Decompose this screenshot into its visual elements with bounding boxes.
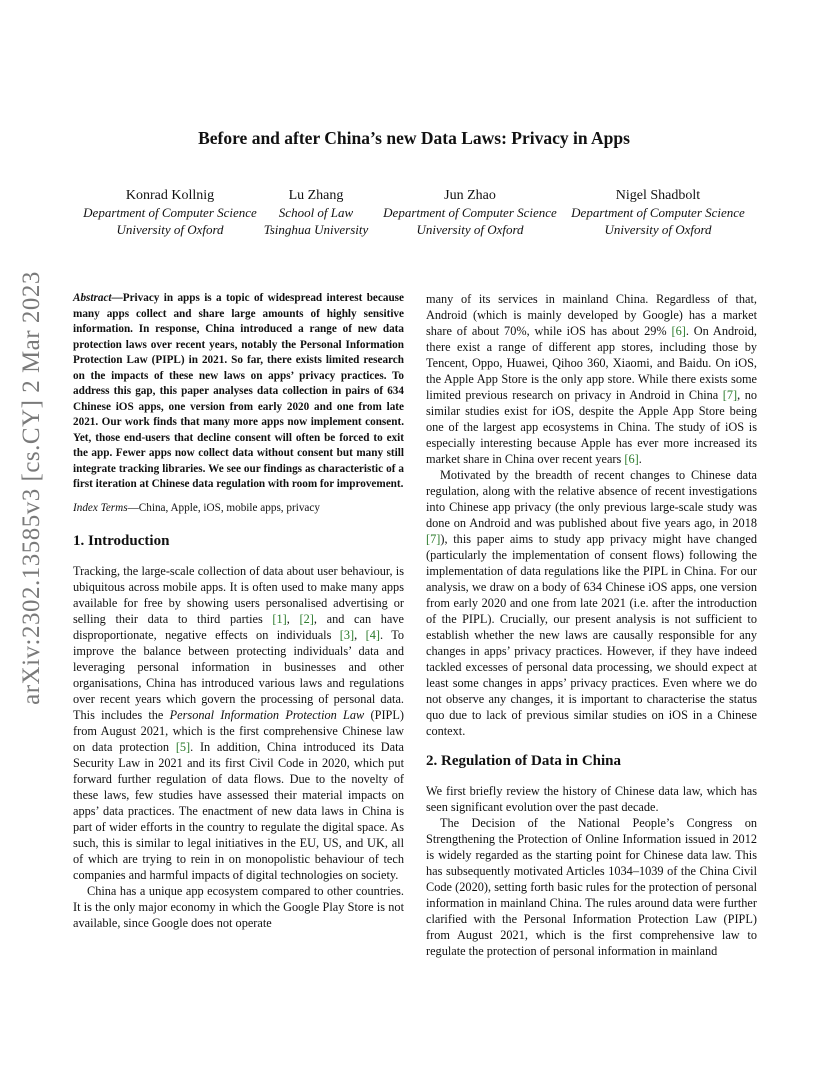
text-run: many of its services in mainland China. Regardless of that, Android (which is mainly developed by Google) has a market share of about 70%, while iOS has about 29% <box>426 292 757 338</box>
regulation-paragraph-2: The Decision of the National People’s Congress on Strengthening the Protection of Online Information issued in 2012 is widely regarded as the starting point for Chinese data law. This has subsequently motivated Articles 1034–1039 of the China Civil Code (2020), setting forth basic rules for the protection of personal information in mainland China. The rules around data were further clarified with the Personal Information Protection Law (PIPL) from August 2021, which is the first comprehensive law to regulate the protection of personal information in mainland <box>426 816 757 958</box>
text-run: Motivated by the breadth of recent changes to Chinese data regulation, along with the relative absence of recent investigations into Chinese app privacy (the only previous large-scale study was done on Android and was published about five years ago, in 2018 <box>426 468 757 530</box>
citation-link[interactable]: [6] <box>624 452 639 466</box>
text-run: , no similar studies exist for iOS, despite the Apple App Store being one of the largest app ecosystems in China. The study of iOS is especially interesting because Apple has ever more increased its market share in China over recent years <box>426 388 757 466</box>
text-run: . In addition, China introduced its Data Security Law in 2021 and its first Civil Code in 2020, which put forward further regulation of data flows. Due to the novelty of these laws, few studies have assessed their material impacts on apps’ data practices. The enactment of new data laws in China is part of wider efforts in the country to regulate the digital space. As such, this is similar to legal initiatives in the EU, US, and UK, all of which are trying to rein in on monopolistic behaviour of tech companies and harmful impacts of digital technologies on society. <box>73 739 404 882</box>
right-column <box>426 291 757 959</box>
author-department: Department of Computer Science <box>383 205 557 220</box>
text-run: . On Android, there exist a range of different app stores, including those by Tencent, Oppo, Huawei, Qihoo 360, Xiaomi, and Baidu. On iOS, the Apple App Store is the only app store. While there exists some limited previous research on privacy in Android in China <box>426 324 757 402</box>
author-name: Nigel Shadbolt <box>615 188 701 203</box>
abstract <box>73 291 404 493</box>
text-run: ), this paper aims to study app privacy might have changed (particularly the implementation of consent flows) following the implementation of data regulations like the PIPL in China. For our analysis, we draw on a body of 634 Chinese iOS apps, one version from early 2020 and one from late 2021 (i.e. after the introduction of the PIPL). Crucially, our present analysis is not sufficient to establish whether the new laws are causally responsible for any changes in apps’ privacy practices. However, if they have indeed tackled excesses of personal data processing, we should expect at least some changes in apps’ privacy practices. Even where we do not observe any changes, it is important to characterise the status quo due to lack of previous similar studies on iOS in a Chinese context. <box>426 532 757 738</box>
author-3 <box>370 187 570 238</box>
citation-link[interactable]: [7] <box>426 532 441 546</box>
text-run: . To improve the balance between protecting individuals’ data and leveraging personal information in businesses and other organisations, China has introduced various laws and regulations over recent years which govern the processing of personal data. This includes the <box>73 627 404 722</box>
index-terms-text: —China, Apple, iOS, mobile apps, privacy <box>127 501 320 514</box>
author-department: Department of Computer Science <box>571 205 745 220</box>
intro-paragraph-3 <box>426 467 757 739</box>
text-run: Tracking, the large-scale collection of data about user behaviour, is ubiquitous across mobile apps. It is often used to make many apps available for free by showing users personalised advertising or selling their data to third parties <box>73 563 404 626</box>
author-department: School of Law <box>278 205 354 220</box>
section-heading-regulation: 2. Regulation of Data in China <box>426 753 622 769</box>
intro-paragraph-1 <box>73 563 404 883</box>
left-column <box>73 291 404 931</box>
author-department: Department of Computer Science <box>83 205 257 220</box>
author-name: Lu Zhang <box>288 188 344 203</box>
citation-link[interactable]: [1] <box>272 611 287 626</box>
text-run: , and can have disproportionate, negative effects on individuals <box>73 611 404 642</box>
author-affiliation: University of Oxford <box>416 222 524 237</box>
author-name: Jun Zhao <box>444 188 496 203</box>
citation-link[interactable]: [3] <box>339 627 355 642</box>
author-affiliation: Tsinghua University <box>263 222 369 237</box>
intro-paragraph-2: China has a unique app ecosystem compared to other countries. It is the only major economy in which the Google Play Store is not available, since Google does not operate <box>73 883 404 930</box>
index-terms-label: Index Terms <box>73 501 128 514</box>
abstract-label: Abstract <box>73 292 112 304</box>
citation-link[interactable]: [7] <box>722 388 738 402</box>
citation-link[interactable]: [5] <box>175 739 191 754</box>
text-run: , <box>286 611 300 626</box>
citation-link[interactable]: [4] <box>365 627 380 642</box>
citation-link[interactable]: [6] <box>671 324 686 338</box>
section-heading-introduction: 1. Introduction <box>73 532 170 549</box>
arxiv-identifier-stamp <box>6 271 58 705</box>
author-block <box>70 187 760 243</box>
author-affiliation: University of Oxford <box>604 222 712 237</box>
abstract-text: —Privacy in apps is a topic of widespread interest because many apps collect and share large amounts of highly sensitive information. In response, China introduced a range of new data protection laws over recent years, notably the Personal Information Protection Law (PIPL) in 2021. So far, there exists limited research on the impacts of these new laws on apps’ privacy practices. To address this gap, this paper analyses data collection in pairs of 634 Chinese iOS apps, one version from early 2020 and one from late 2021. Our work finds that many more apps now implement consent. Yet, those end-users that decline consent will often be forced to exit the app. Fewer apps now collect data without consent but many still integrate tracking libraries. We see our findings as characteristic of a first iteration at Chinese data regulation with room for improvement. <box>73 292 404 490</box>
text-run: . <box>638 452 642 466</box>
index-terms <box>73 501 404 516</box>
text-run: , <box>354 627 366 642</box>
emphasized-law-name: Personal Information Protection Law <box>169 707 365 722</box>
text-run: (PIPL) from August 2021, which is the first comprehensive Chinese law on data protection <box>73 707 404 754</box>
citation-link[interactable]: [2] <box>299 611 314 626</box>
intro-paragraph-2-continued <box>426 291 757 467</box>
paper-title: Before and after China’s new Data Laws: Privacy in Apps <box>198 128 630 148</box>
author-name: Konrad Kollnig <box>125 188 215 203</box>
author-4 <box>558 187 758 238</box>
regulation-paragraph-1: We first briefly review the history of Chinese data law, which has seen significant evolution over the past decade. <box>426 784 757 814</box>
author-affiliation: University of Oxford <box>116 222 224 237</box>
arxiv-identifier-text: arXiv:2302.13585v3 [cs.CY] 2 Mar 2023 <box>18 271 46 705</box>
